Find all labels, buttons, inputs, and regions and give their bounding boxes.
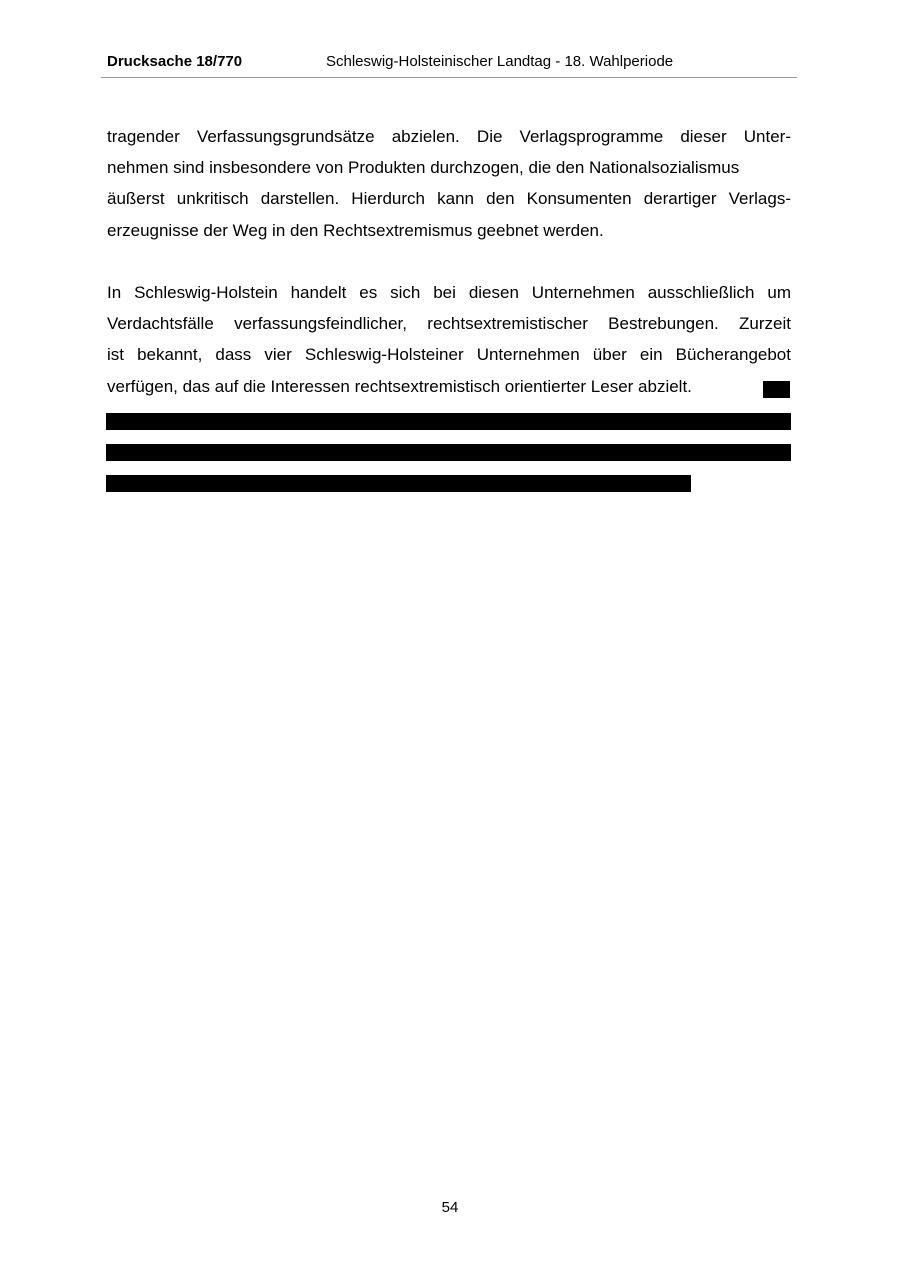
redaction-bar	[106, 413, 791, 430]
page-header	[101, 52, 797, 78]
redaction-bar	[106, 444, 791, 461]
header-title: Schleswig-Holsteinischer Landtag - 18. Wahlperiode	[326, 53, 674, 70]
paragraph-spacer	[107, 246, 791, 277]
text-line: erzeugnisse der Weg in den Rechtsextremismus geebnet werden.	[107, 220, 604, 240]
text-line: ist bekannt, dass vier Schleswig-Holsteiner Unternehmen über ein Bücherangebot	[107, 345, 791, 365]
paragraph-2	[107, 277, 791, 402]
text-line: verfügen, das auf die Interessen rechtsextremistisch orientierter Leser abzielt.	[107, 376, 692, 396]
text-line: Verdachtsfälle verfassungsfeindlicher, rechtsextremistischer Bestrebungen. Zurzeit	[107, 314, 791, 334]
text-line: tragender Verfassungsgrundsätze abzielen. Die Verlagsprogramme dieser Unter-	[107, 127, 791, 146]
page-number: 54	[441, 1199, 459, 1216]
redaction-bar	[106, 475, 691, 492]
text-line: nehmen sind insbesondere von Produkten durchzogen, die den Nationalsozialismus	[107, 158, 740, 178]
document-number: Drucksache 18/770	[107, 53, 243, 70]
paragraph-1	[107, 121, 791, 246]
text-line: äußerst unkritisch darstellen. Hierdurch kann den Konsumenten derartiger Verlags-	[107, 189, 791, 209]
text-line: In Schleswig-Holstein handelt es sich bei diesen Unternehmen ausschließlich um	[107, 282, 791, 302]
body-text	[107, 121, 791, 402]
redaction-block	[763, 381, 790, 398]
